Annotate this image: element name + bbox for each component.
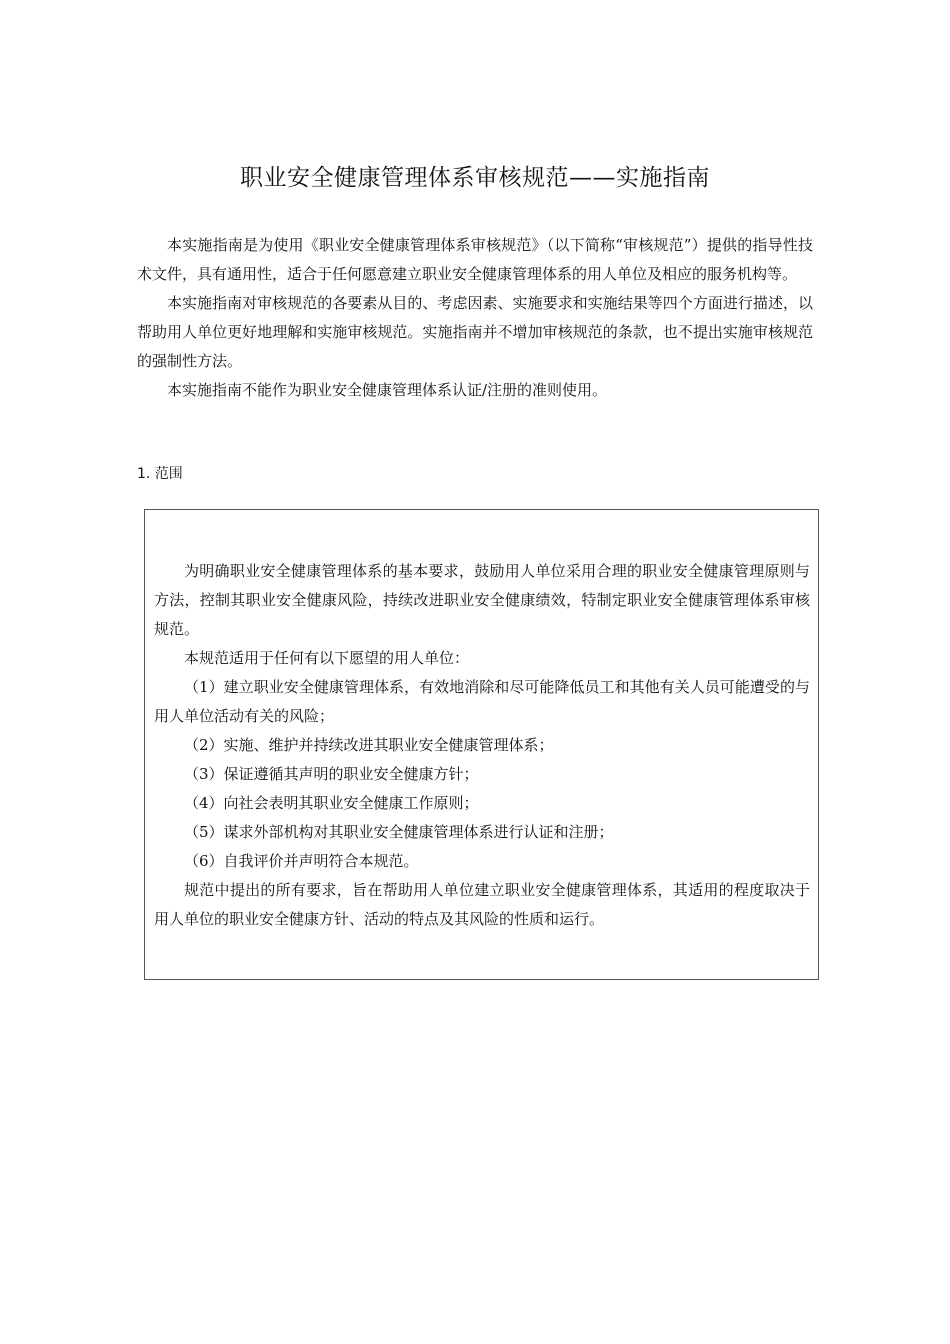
scope-list-item: （1）建立职业安全健康管理体系，有效地消除和尽可能降低员工和其他有关人员可能遭受的与用人单位活动有关的风险； bbox=[154, 678, 810, 725]
scope-list-item: （4）向社会表明其职业安全健康工作原则； bbox=[184, 794, 479, 812]
intro-section bbox=[137, 231, 813, 405]
scope-list-item: （6）自我评价并声明符合本规范。 bbox=[184, 852, 419, 870]
page-title: 职业安全健康管理体系审核规范——实施指南 bbox=[240, 165, 710, 191]
section-heading: 1. 范围 bbox=[137, 466, 183, 482]
scope-list-item: （5）谋求外部机构对其职业安全健康管理体系进行认证和注册； bbox=[184, 823, 614, 841]
scope-content bbox=[154, 557, 810, 934]
scope-box bbox=[144, 509, 819, 980]
scope-paragraph: 为明确职业安全健康管理体系的基本要求，鼓励用人单位采用合理的职业安全健康管理原则与方法，控制其职业安全健康风险，持续改进职业安全健康绩效，特制定职业安全健康管理体系审核规范。 bbox=[154, 562, 810, 638]
scope-paragraph: 本规范适用于任何有以下愿望的用人单位： bbox=[184, 649, 470, 667]
scope-list-item: （3）保证遵循其声明的职业安全健康方针； bbox=[184, 765, 479, 783]
scope-paragraph: 规范中提出的所有要求，旨在帮助用人单位建立职业安全健康管理体系，其适用的程度取决于用人单位的职业安全健康方针、活动的特点及其风险的性质和运行。 bbox=[154, 881, 810, 928]
intro-paragraph: 本实施指南不能作为职业安全健康管理体系认证/注册的准则使用。 bbox=[167, 381, 608, 399]
scope-list-item: （2）实施、维护并持续改进其职业安全健康管理体系； bbox=[184, 736, 554, 754]
intro-paragraph: 本实施指南对审核规范的各要素从目的、考虑因素、实施要求和实施结果等四个方面进行描述，以帮助用人单位更好地理解和实施审核规范。实施指南并不增加审核规范的条款，也不提出实施审核规范的强制性方法。 bbox=[137, 294, 813, 370]
intro-paragraph: 本实施指南是为使用《职业安全健康管理体系审核规范》（以下简称“审核规范”）提供的指导性技术文件，具有通用性，适合于任何愿意建立职业安全健康管理体系的用人单位及相应的服务机构等。 bbox=[137, 236, 813, 283]
